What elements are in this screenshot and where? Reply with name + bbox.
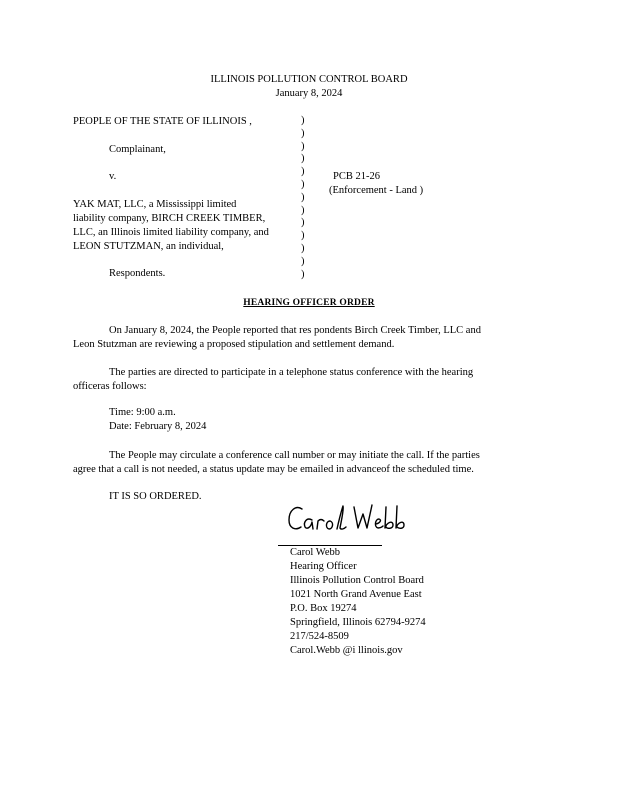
respondent-line: LEON STUTZMAN, an individual,	[73, 241, 224, 252]
paragraph-3-line-1: The People may circulate a conference call number or may initiate the call. If the parties	[109, 450, 480, 461]
handwritten-signature	[286, 500, 416, 540]
signer-phone: 217/524-8509	[290, 631, 349, 642]
order-title-text: HEARING OFFICER ORDER	[243, 298, 375, 308]
caption-paren: )	[301, 268, 305, 280]
paragraph-2-line-2: officeras follows:	[73, 381, 147, 392]
caption-paren: )	[301, 127, 305, 139]
respondents-label: Respondents.	[109, 268, 166, 279]
conference-date: Date: February 8, 2024	[109, 421, 207, 432]
order-title	[0, 296, 618, 310]
order-date: January 8, 2024	[275, 88, 343, 99]
signer-name: Carol Webb	[290, 547, 340, 558]
case-number: PCB 21-26	[333, 171, 380, 182]
signer-city: Springfield, Illinois 62794-9274	[290, 617, 426, 628]
caption-paren: )	[301, 242, 305, 254]
caption-paren: )	[301, 230, 305, 242]
paragraph-1-line-2: Leon Stutzman are reviewing a proposed stipulation and settlement demand.	[73, 339, 395, 350]
respondent-line: liability company, BIRCH CREEK TIMBER,	[73, 213, 266, 224]
signer-street: 1021 North Grand Avenue East	[290, 589, 422, 600]
caption-divider	[301, 114, 309, 280]
respondent-line: YAK MAT, LLC, a Mississippi limited	[73, 199, 237, 210]
respondent-line: LLC, an Illinois limited liability company, and	[73, 227, 269, 238]
caption-paren: )	[301, 255, 305, 267]
complainant-party: PEOPLE OF THE STATE OF ILLINOIS ,	[73, 116, 252, 127]
versus-label: v.	[109, 171, 117, 182]
caption-paren: )	[301, 191, 305, 203]
paragraph-3-line-2: agree that a call is not needed, a status update may be emailed in advanceof the scheduled time.	[73, 464, 474, 475]
signer-organization: Illinois Pollution Control Board	[290, 575, 424, 586]
caption-paren: )	[301, 217, 305, 229]
signer-title: Hearing Officer	[290, 561, 357, 572]
caption-paren: )	[301, 153, 305, 165]
caption-paren: )	[301, 115, 305, 126]
caption-paren: )	[301, 140, 305, 152]
paragraph-2-line-1: The parties are directed to participate in a telephone status conference with the hearing	[109, 367, 474, 378]
paragraph-1-line-1: On January 8, 2024, the People reported that res pondents Birch Creek Timber, LLC and	[109, 325, 481, 336]
complainant-label: Complainant,	[109, 144, 166, 155]
signer-po-box: P.O. Box 19274	[290, 603, 357, 614]
caption-paren: )	[301, 178, 305, 190]
caption-paren: )	[301, 166, 305, 178]
caption-paren: )	[301, 204, 305, 216]
case-type: (Enforcement - Land )	[329, 185, 424, 196]
conference-time: Time: 9:00 a.m.	[109, 407, 176, 418]
signer-email[interactable]: Carol.Webb @i llinois.gov	[290, 645, 403, 656]
agency-title: ILLINOIS POLLUTION CONTROL BOARD	[210, 74, 408, 85]
closing-statement: IT IS SO ORDERED.	[109, 491, 202, 502]
